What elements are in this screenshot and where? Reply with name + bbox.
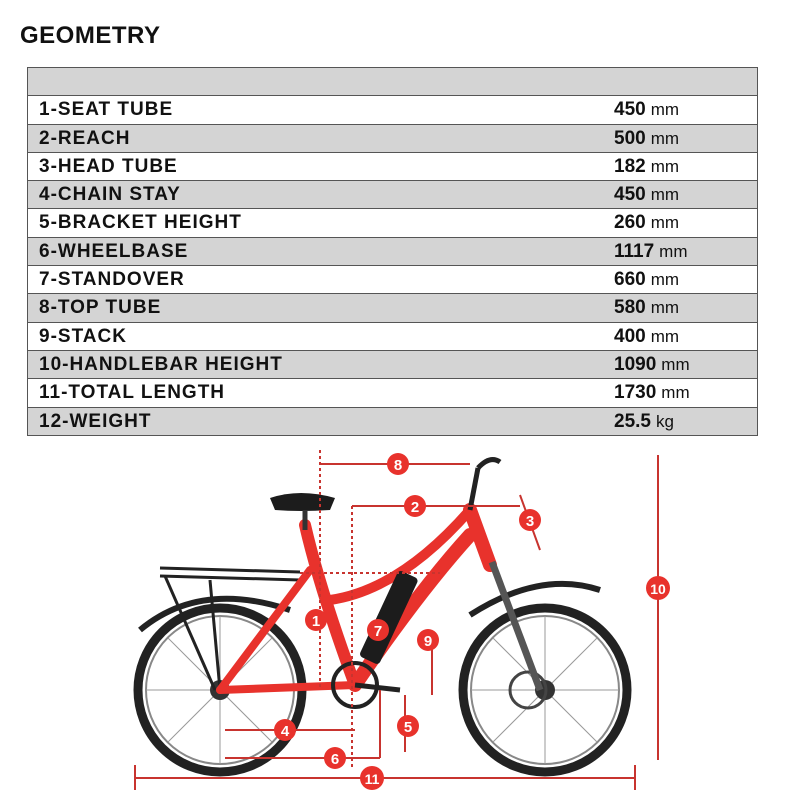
marker-2 [404,495,426,517]
svg-text:3: 3 [525,513,535,530]
row-label: 7-STANDOVER [39,269,185,291]
table-row [28,294,757,322]
geometry-table [27,67,758,436]
svg-text:10: 10 [650,581,666,597]
row-label: 9-STACK [39,325,127,347]
marker-6 [324,747,346,769]
row-value: 450 mm [614,184,680,206]
row-label: 1-SEAT TUBE [39,99,174,121]
row-value: 660 mm [614,269,680,291]
table-header-row [28,68,757,96]
row-label: 3-HEAD TUBE [39,155,178,177]
row-value: 260 mm [614,212,680,234]
row-value: 450 mm [614,99,680,121]
handlebar [470,460,500,510]
row-label: 4-CHAIN STAY [39,184,181,206]
marker-11 [360,766,384,790]
marker-10 [646,576,670,600]
front-wheel [463,608,627,772]
row-value: 182 mm [614,155,680,177]
svg-text:4: 4 [280,723,290,740]
table-row [28,96,757,124]
row-label: 11-TOTAL LENGTH [39,382,226,404]
row-value: 1730 mm [614,382,690,404]
table-row [28,379,757,407]
row-label: 5-BRACKET HEIGHT [39,212,242,234]
table-row [28,153,757,181]
table-row [28,181,757,209]
svg-text:5: 5 [403,719,413,736]
table-row [28,125,757,153]
row-label: 2-REACH [39,127,131,149]
row-value: 1117 mm [614,240,688,262]
page-title: GEOMETRY [20,22,161,49]
table-row [28,238,757,266]
marker-9 [417,629,439,651]
table-row [28,351,757,379]
row-label: 6-WHEELBASE [39,240,189,262]
table-row [28,408,757,436]
row-label: 12-WEIGHT [39,410,152,432]
row-value: 25.5 kg [614,410,674,432]
table-row [28,209,757,237]
marker-4 [274,719,296,741]
svg-text:11: 11 [364,771,380,787]
svg-text:9: 9 [423,633,433,650]
svg-text:6: 6 [330,751,340,768]
svg-text:7: 7 [373,623,383,640]
row-label: 10-HANDLEBAR HEIGHT [39,353,283,375]
row-value: 1090 mm [614,353,690,375]
table-row [28,266,757,294]
row-label: 8-TOP TUBE [39,297,162,319]
marker-3 [519,509,541,531]
marker-8 [387,453,409,475]
row-value: 400 mm [614,325,680,347]
row-value: 580 mm [614,297,680,319]
seat [270,493,335,530]
row-value: 500 mm [614,127,680,149]
svg-text:1: 1 [311,613,321,630]
svg-text:8: 8 [393,457,403,474]
marker-5 [397,715,419,737]
table-row [28,323,757,351]
svg-text:2: 2 [410,499,420,516]
marker-1 [305,609,327,631]
bike-geometry-diagram [0,440,800,800]
marker-7 [367,619,389,641]
